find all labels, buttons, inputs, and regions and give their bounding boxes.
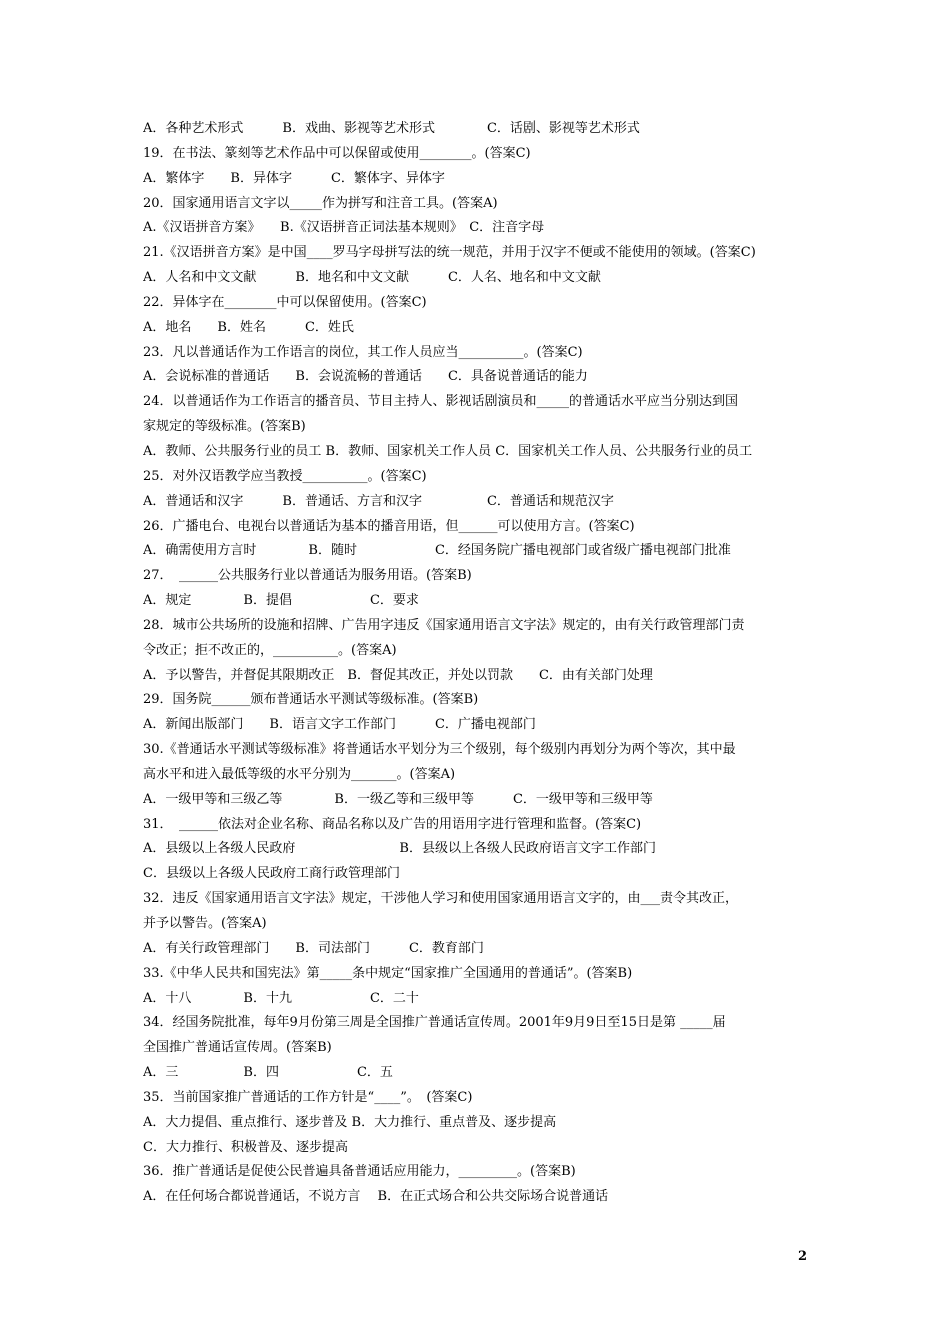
text-line: 33.《中华人民共和国宪法》第_____条中规定“国家推广全国通用的普通话”。(答案B) — [143, 965, 633, 981]
text-line: 20．国家通用语言文字以_____作为拼写和注音工具。(答案A) — [143, 195, 498, 211]
text-line: A.《汉语拼音方案》 B.《汉语拼音正词法基本规则》 C．注音字母 — [143, 220, 545, 236]
text-line: 28．城市公共场所的设施和招牌、广告用字违反《国家通用语言文字法》规定的，由有关行政管理部门责 — [143, 617, 745, 633]
text-line: A．予以警告，并督促其限期改正 B．督促其改正，并处以罚款 C．由有关部门处理 — [143, 667, 653, 683]
text-line: 31． ______依法对企业名称、商品名称以及广告的用语用字进行管理和监督。(答案C) — [143, 816, 642, 832]
text-line: A．人名和中文文献 B．地名和中文文献 C．人名、地名和中文文献 — [143, 270, 601, 286]
text-line: 34．经国务院批准，每年9月份第三周是全国推广普通话宣传周。2001年9月9日至15日是第 _____届 — [143, 1015, 726, 1031]
text-line: 令改正；拒不改正的，__________。(答案A) — [143, 642, 397, 658]
text-line: A．教师、公共服务行业的员工 B．教师、国家机关工作人员 C．国家机关工作人员、公共服务行业的员工 — [143, 443, 753, 459]
text-line: 30.《普通话水平测试等级标准》将普通话水平划分为三个级别，每个级别内再划分为两个等次，其中最 — [143, 742, 736, 758]
text-line: A．确需使用方言时 B．随时 C．经国务院广播电视部门或省级广播电视部门批准 — [143, 543, 731, 559]
text-line: 25．对外汉语教学应当教授__________。(答案C) — [143, 468, 427, 484]
text-line: 26．广播电台、电视台以普通话为基本的播音用语，但______可以使用方言。(答案C) — [143, 518, 635, 534]
text-line: A．会说标准的普通话 B．会说流畅的普通话 C．具备说普通话的能力 — [143, 369, 588, 385]
text-line: 27． ______公共服务行业以普通话为服务用语。(答案B) — [143, 568, 472, 584]
text-line: 高水平和进入最低等级的水平分别为_______。(答案A) — [143, 766, 456, 782]
text-line: 全国推广普通话宣传周。(答案B) — [143, 1040, 332, 1056]
text-line: 19．在书法、篆刻等艺术作品中可以保留或使用________。(答案C) — [143, 145, 531, 161]
text-line: A．地名 B．姓名 C．姓氏 — [143, 319, 354, 335]
page-number: 2 — [798, 1249, 808, 1264]
text-line: 24．以普通话作为工作语言的播音员、节目主持人、影视话剧演员和_____的普通话水平应当分别达到国 — [143, 394, 739, 410]
text-line: 35．当前国家推广普通话的工作方针是“____”。 (答案C) — [143, 1089, 473, 1105]
text-line: 并予以警告。(答案A) — [143, 916, 267, 931]
text-line: A．繁体字 B．异体字 C．繁体字、异体字 — [143, 170, 445, 186]
text-line: A．在任何场合都说普通话，不说方言 B．在正式场合和公共交际场合说普通话 — [143, 1189, 609, 1205]
text-line: A．十八 B．十九 C．二十 — [143, 990, 419, 1006]
text-line: A．新闻出版部门 B．语言文字工作部门 C．广播电视部门 — [143, 717, 536, 733]
text-line: 32．违反《国家通用语言文字法》规定，干涉他人学习和使用国家通用语言文字的，由___责令其改正， — [143, 891, 739, 907]
text-line: A．普通话和汉字 B．普通话、方言和汉字 C．普通话和规范汉字 — [143, 493, 614, 509]
text-line: A．各种艺术形式 B．戏曲、影视等艺术形式 C．话剧、影视等艺术形式 — [143, 121, 640, 136]
text-line: C．县级以上各级人民政府工商行政管理部门 — [143, 866, 400, 882]
text-line: A．三 B．四 C．五 — [143, 1065, 393, 1081]
text-line: A．有关行政管理部门 B．司法部门 C．教育部门 — [143, 940, 484, 956]
text-line: 家规定的等级标准。(答案B) — [143, 419, 306, 435]
text-line: 36．推广普通话是促使公民普遍具备普通话应用能力，_________。(答案B) — [143, 1164, 576, 1180]
text-line: 22．异体字在________中可以保留使用。(答案C) — [143, 294, 427, 310]
document-body — [143, 117, 811, 1210]
text-line: A．一级甲等和三级乙等 B．一级乙等和三级甲等 C．一级甲等和三级甲等 — [143, 791, 653, 807]
text-line: C．大力推行、积极普及、逐步提高 — [143, 1139, 348, 1155]
text-line: 23．凡以普通话作为工作语言的岗位，其工作人员应当__________。(答案C) — [143, 344, 583, 360]
text-line: A．县级以上各级人民政府 B．县级以上各级人民政府语言文字工作部门 — [143, 841, 656, 857]
text-line: A．规定 B．提倡 C．要求 — [143, 593, 419, 609]
text-line: 21.《汉语拼音方案》是中国____罗马字母拼写法的统一规范，并用于汉字不便或不能使用的领域。(答案C) — [143, 245, 756, 261]
text-line: A．大力提倡、重点推行、逐步普及 B．大力推行、重点普及、逐步提高 — [143, 1114, 557, 1130]
text-line: 29．国务院______颁布普通话水平测试等级标准。(答案B) — [143, 692, 479, 708]
